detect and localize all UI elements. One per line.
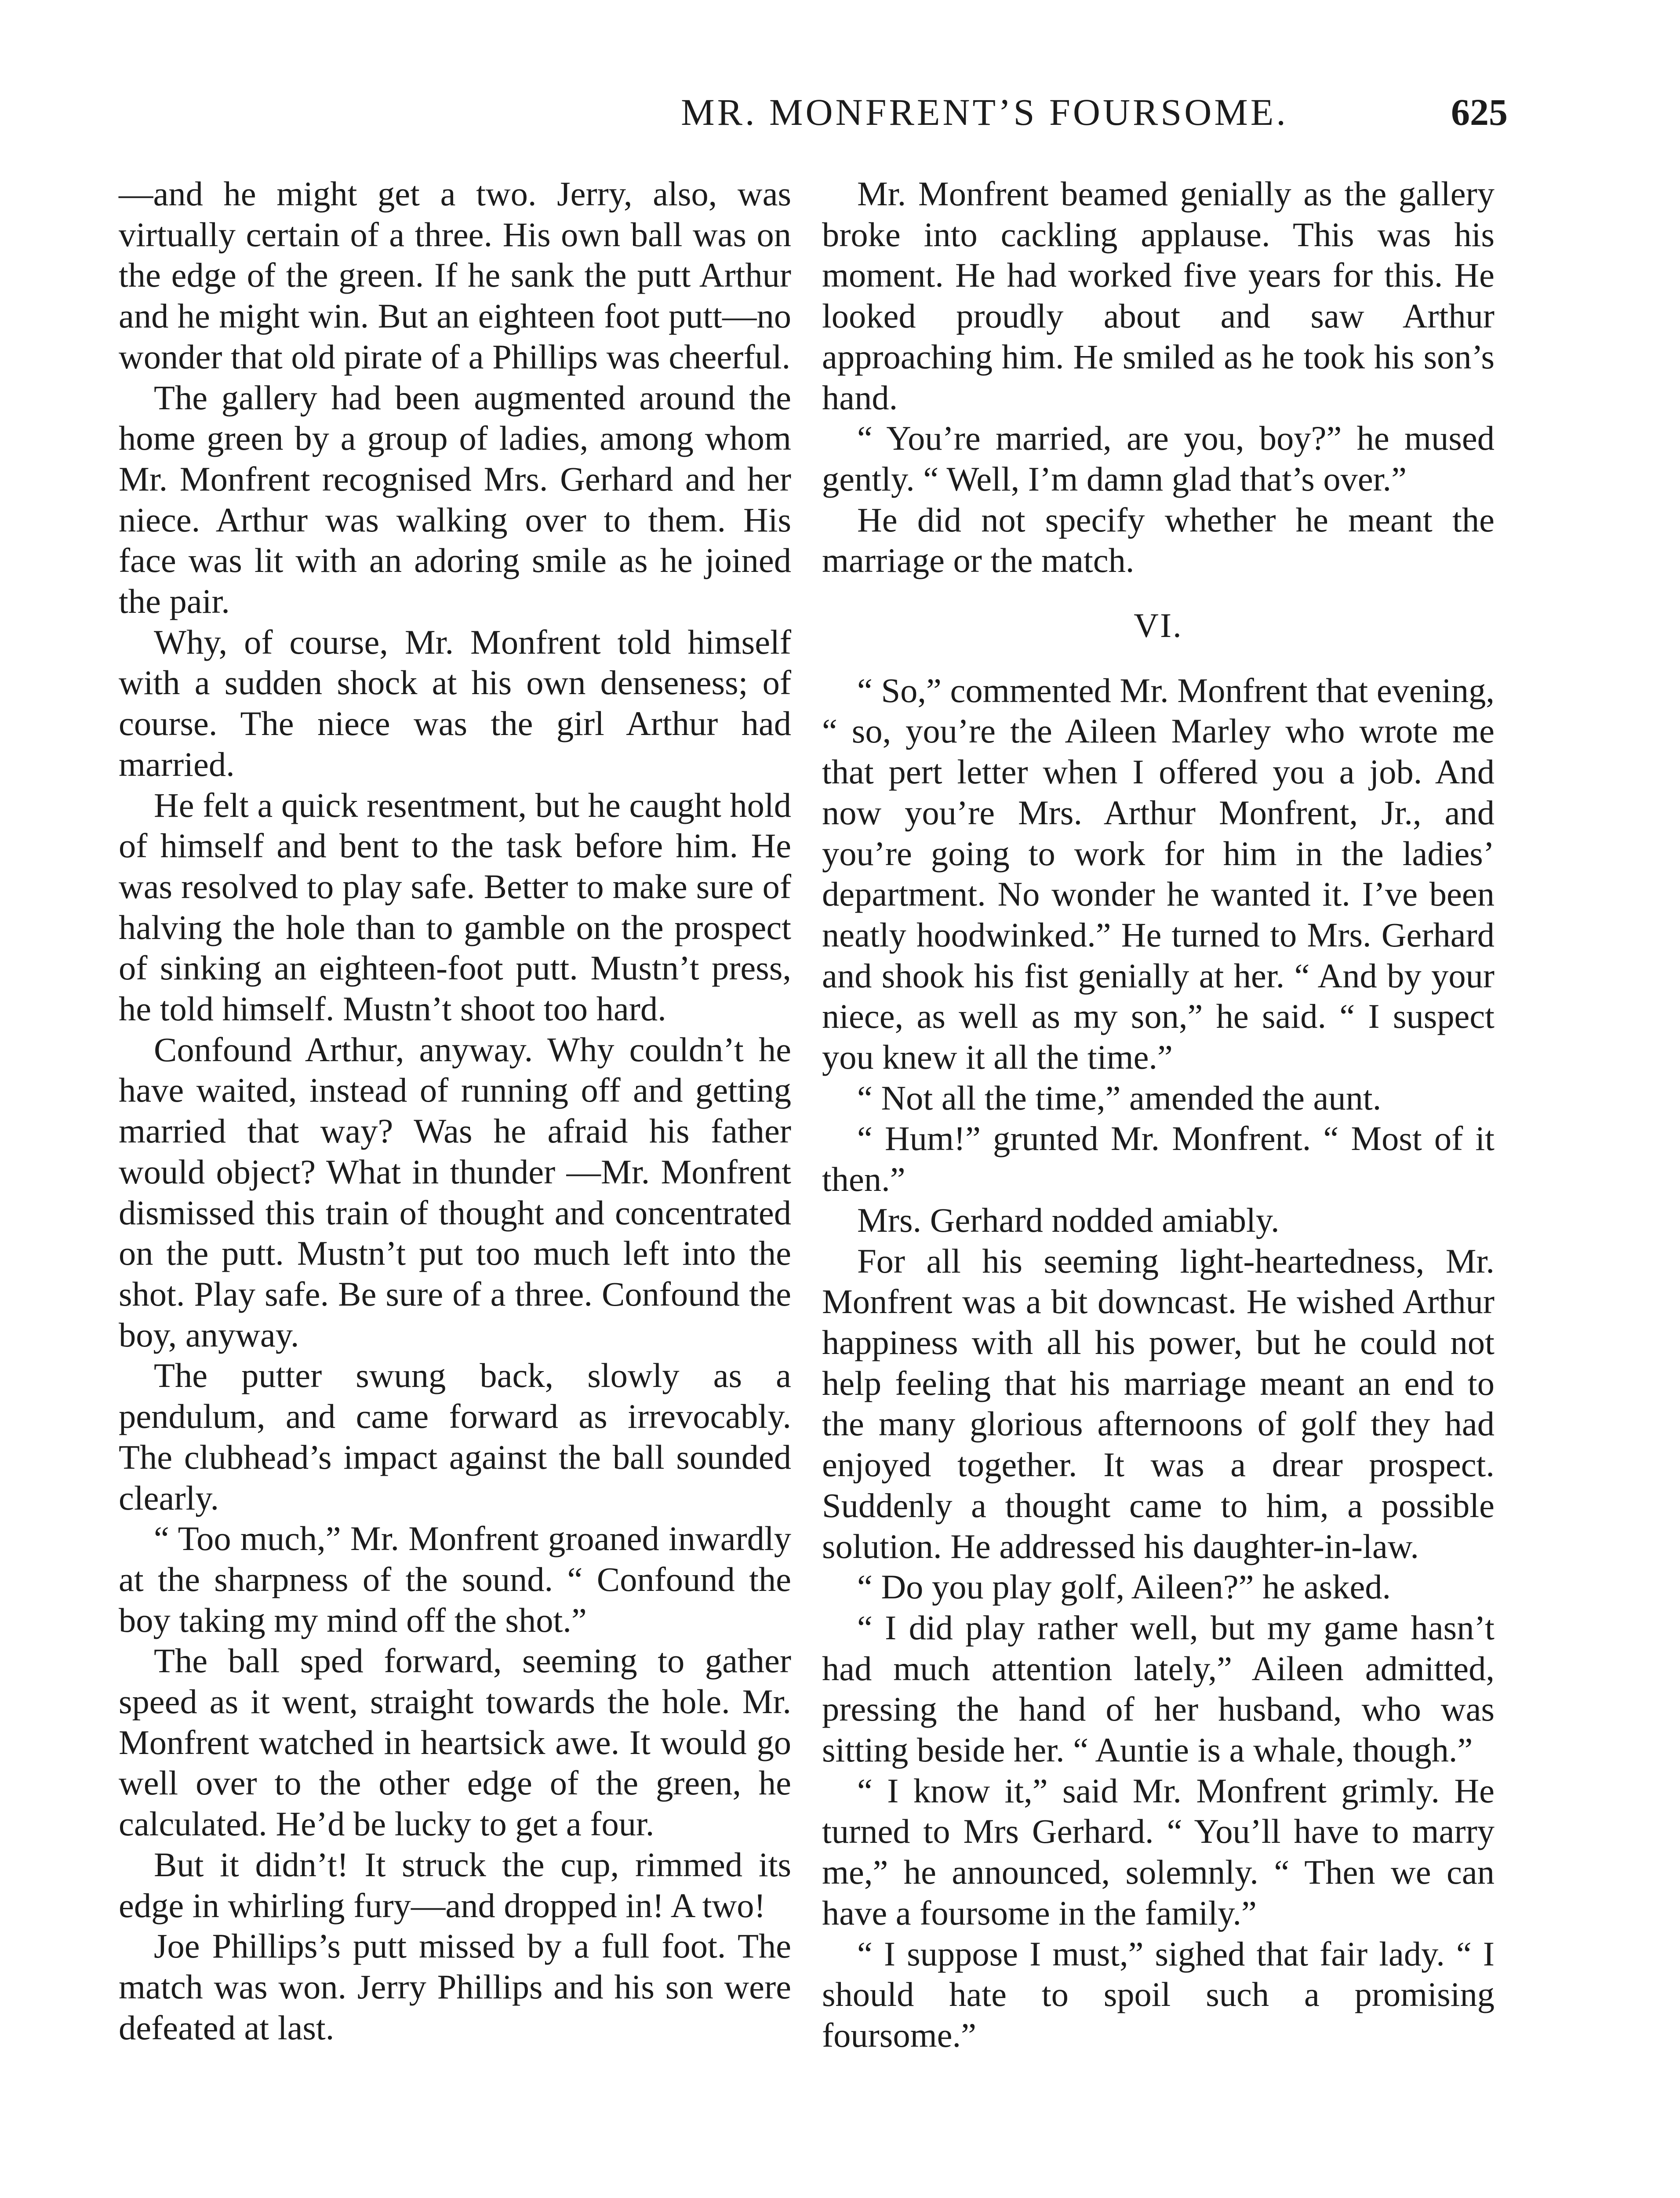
left-paragraph-1: —and he might get a two. Jerry, also, was virtually certain of a three. His own ball was on the edge of the green. If he sank the putt Arthur and he might win. But an eighteen foot putt—no wonder that old pirate of a Phillips was cheerful. [119, 175, 791, 376]
right-paragraph-5: “ Not all the time,” amended the aunt. [857, 1078, 1382, 1117]
right-paragraph-6: “ Hum!” grunted Mr. Monfrent. “ Most of it then.” [822, 1119, 1495, 1199]
right-paragraph-11: “ I know it,” said Mr. Monfrent grimly. He turned to Mrs Gerhard. “ You’ll have to marry me,” he announced, solemnly. “ Then we can have a foursome in the family.” [822, 1771, 1495, 1932]
right-paragraph-8: For all his seeming light-heartedness, Mr. Monfrent was a bit downcast. He wished Arthur happiness with all his power, but he could not help feeling that his marriage meant an end to the many glorious afternoons of golf they had enjoyed together. It was a drear prospect. Suddenly a thought came to him, a possible solution. He addressed his daughter-in-law. [822, 1241, 1495, 1565]
right-paragraph-7: Mrs. Gerhard nodded amiably. [857, 1201, 1280, 1239]
right-paragraph-4: “ So,” commented Mr. Monfrent that evening, “ so, you’re the Aileen Marley who wrote me that pert letter when I offered you a job. And now you’re Mrs. Arthur Monfrent, Jr., and you’re going to work for him in the ladies’ department. No wonder he wanted it. I’ve been neatly hoodwinked.” He turned to Mrs. Gerhard and shook his fist genially at her. “ And by your niece, as well as my son,” he said. “ I suspect you knew it all the time.” [822, 671, 1495, 1077]
left-paragraph-8: The ball sped forward, seeming to gather speed as it went, straight towards the hole. Mr. Monfrent watched in heartsick awe. It would go well over to the other edge of the green, he calculated. He’d be lucky to get a four. [119, 1641, 791, 1843]
right-column [822, 174, 1495, 2056]
left-paragraph-4: He felt a quick resentment, but he caught hold of himself and bent to the task before him. He was resolved to play safe. Better to make sure of halving the hole than to gamble on the prospect of sinking an eighteen-foot putt. Mustn’t press, he told himself. Mustn’t shoot too hard. [119, 786, 791, 1028]
right-paragraph-3: He did not specify whether he meant the marriage or the match. [822, 500, 1495, 580]
left-paragraph-9: But it didn’t! It struck the cup, rimmed its edge in whirling fury—and dropped in! A two! [119, 1845, 791, 1925]
left-column [119, 174, 791, 2048]
left-paragraph-5: Confound Arthur, anyway. Why couldn’t he have waited, instead of running off and getting married that way? Was he afraid his father would object? What in thunder —Mr. Monfrent dismissed this train of thought and concentrated on the putt. Mustn’t put too much left into the shot. Play safe. Be sure of a three. Confound the boy, anyway. [119, 1030, 791, 1354]
left-paragraph-2: The gallery had been augmented around the home green by a group of ladies, among whom Mr. Monfrent recognised Mrs. Gerhard and her niece. Arthur was walking over to them. His face was lit with an adoring smile as he joined the pair. [119, 378, 791, 621]
right-paragraph-10: “ I did play rather well, but my game hasn’t had much attention lately,” Aileen admitted, pressing the hand of her husband, who was sitting beside her. “ Auntie is a whale, though.” [822, 1608, 1495, 1769]
running-header-title: MR. MONFRENT’S FOURSOME. [681, 91, 1288, 133]
section-heading: VI. [1134, 606, 1183, 645]
right-paragraph-12: “ I suppose I must,” sighed that fair lady. “ I should hate to spoil such a promising foursome.” [822, 1934, 1495, 2054]
right-paragraph-9: “ Do you play golf, Aileen?” he asked. [857, 1568, 1391, 1606]
left-paragraph-7: “ Too much,” Mr. Monfrent groaned inwardly at the sharpness of the sound. “ Confound the boy taking my mind off the shot.” [119, 1519, 791, 1639]
right-paragraph-1: Mr. Monfrent beamed genially as the gallery broke into cackling applause. This was his moment. He had worked five years for this. He looked proudly about and saw Arthur approaching him. He smiled as he took his son’s hand. [822, 175, 1495, 417]
page-number: 625 [1451, 91, 1508, 133]
left-paragraph-6: The putter swung back, slowly as a pendulum, and came forward as irrevocably. The clubhead’s impact against the ball sounded clearly. [119, 1356, 791, 1517]
right-paragraph-2: “ You’re married, are you, boy?” he mused gently. “ Well, I’m damn glad that’s over.” [822, 419, 1495, 498]
left-paragraph-10: Joe Phillips’s putt missed by a full foot. The match was won. Jerry Phillips and his son were defeated at last. [119, 1927, 791, 2047]
left-paragraph-3: Why, of course, Mr. Monfrent told himself with a sudden shock at his own denseness; of course. The niece was the girl Arthur had married. [119, 622, 791, 783]
